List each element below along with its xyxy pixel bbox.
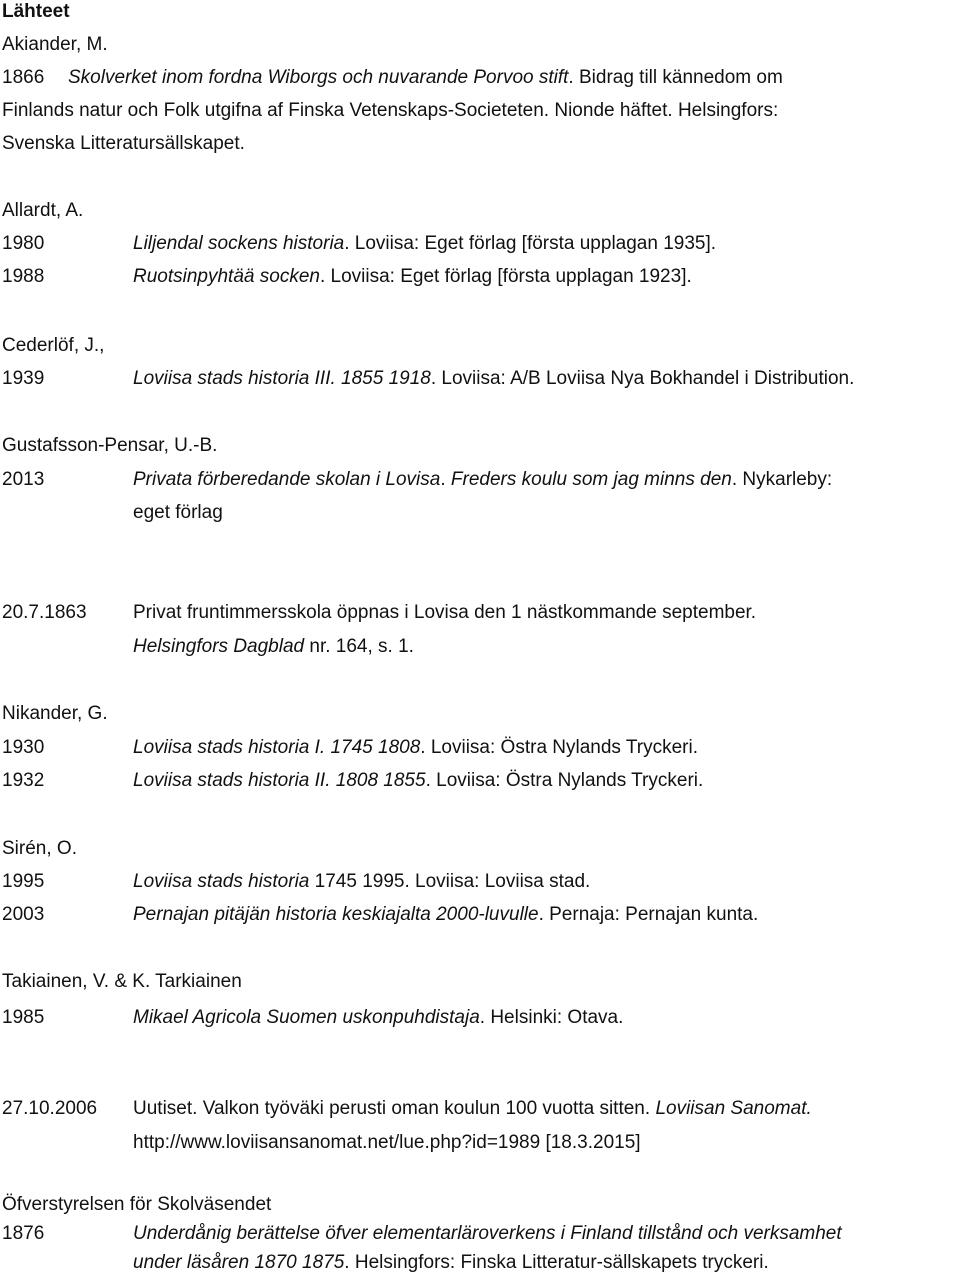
- author-cederlof: Cederlöf, J.,: [2, 335, 105, 356]
- entry-text: Uutiset. Valkon työväki perusti oman koulun 100 vuotta sitten. Loviisan Sanomat.: [133, 1098, 812, 1119]
- entry-title: Ruotsinpyhtää socken: [133, 266, 320, 287]
- entry-year: 1980: [2, 233, 45, 254]
- page-title: Lähteet: [2, 1, 70, 22]
- author-nikander: Nikander, G.: [2, 703, 108, 724]
- entry-continuation: Svenska Litteratursällskapet.: [2, 133, 245, 154]
- entry-title-cont: under läsåren 1870 1875: [133, 1252, 345, 1273]
- newspaper-name: Loviisan Sanomat.: [655, 1098, 812, 1119]
- newspaper-name: Helsingfors Dagblad: [133, 636, 305, 657]
- entry-title: Privata förberedande skolan i Lovisa: [133, 469, 441, 490]
- entry-url: http://www.loviisansanomat.net/lue.php?id=1989 [18.3.2015]: [133, 1132, 641, 1153]
- entry-text: Pernajan pitäjän historia keskiajalta 2000-luvulle. Pernaja: Pernajan kunta.: [133, 904, 759, 925]
- entry-text: Liljendal sockens historia. Loviisa: Eget förlag [första upplagan 1935].: [133, 233, 717, 254]
- entry-text: Privata förberedande skolan i Lovisa. Freders koulu som jag minns den. Nykarleby:: [133, 469, 833, 490]
- entry-text: Loviisa stads historia III. 1855 1918. Loviisa: A/B Loviisa Nya Bokhandel i Distribution.: [133, 368, 855, 389]
- entry-title: Pernajan pitäjän historia keskiajalta 2000-luvulle: [133, 904, 539, 925]
- entry-date: 27.10.2006: [2, 1098, 98, 1119]
- entry-year: 2003: [2, 904, 45, 925]
- entry-text: Skolverket inom fordna Wiborgs och nuvarande Porvoo stift. Bidrag till kännedom om: [68, 67, 783, 88]
- author-siren: Sirén, O.: [2, 838, 77, 859]
- entry-text: Ruotsinpyhtää socken. Loviisa: Eget förlag [första upplagan 1923].: [133, 266, 692, 287]
- entry-title: Loviisa stads historia II. 1808 1855: [133, 770, 426, 791]
- entry-title: Loviisa stads historia I. 1745 1808: [133, 737, 421, 758]
- author-allardt: Allardt, A.: [2, 200, 84, 221]
- entry-continuation: Finlands natur och Folk utgifna af Finska Vetenskaps-Societeten. Nionde häftet. Helsingfors:: [2, 100, 779, 121]
- entry-year: 1995: [2, 871, 45, 892]
- entry-year: 1939: [2, 368, 45, 389]
- entry-title: Loviisa stads historia III. 1855 1918: [133, 368, 431, 389]
- entry-title: Liljendal sockens historia: [133, 233, 345, 254]
- entry-text: Loviisa stads historia I. 1745 1808. Loviisa: Östra Nylands Tryckeri.: [133, 737, 698, 758]
- entry-title: Mikael Agricola Suomen uskonpuhdistaja: [133, 1007, 480, 1028]
- author-gustafsson: Gustafsson-Pensar, U.-B.: [2, 435, 218, 456]
- entry-text: [133, 1222, 842, 1246]
- entry-title: Skolverket inom fordna Wiborgs och nuvarande Porvoo stift: [68, 67, 569, 88]
- author-ofverstyrelsen: Öfverstyrelsen för Skolväsendet: [2, 1194, 272, 1215]
- entry-title-2: Freders koulu som jag minns den: [450, 469, 732, 490]
- entry-year: 2013: [2, 469, 45, 490]
- entry-text: Loviisa stads historia II. 1808 1855. Loviisa: Östra Nylands Tryckeri.: [133, 770, 704, 791]
- entry-year: 1932: [2, 770, 45, 791]
- entry-year: 1988: [2, 266, 45, 287]
- entry-year: 1876: [2, 1223, 45, 1244]
- author-akiander: Akiander, M.: [2, 34, 108, 55]
- entry-year: 1985: [2, 1007, 45, 1028]
- entry-text: Mikael Agricola Suomen uskonpuhdistaja. Helsinki: Otava.: [133, 1007, 624, 1028]
- entry-title: Underdånig berättelse öfver elementarläroverkens i Finland tillstånd och verksamhet: [133, 1223, 842, 1244]
- entry-text: Loviisa stads historia 1745 1995. Loviisa: Loviisa stad.: [133, 871, 591, 892]
- entry-date: 20.7.1863: [2, 602, 87, 623]
- author-takiainen: Takiainen, V. & K. Tarkiainen: [2, 971, 242, 992]
- entry-title: Loviisa stads historia: [133, 871, 310, 892]
- entry-text: Privat fruntimmersskola öppnas i Lovisa den 1 nästkommande september.: [133, 602, 757, 623]
- entry-year: 1930: [2, 737, 45, 758]
- entry-year: 1866: [2, 67, 45, 88]
